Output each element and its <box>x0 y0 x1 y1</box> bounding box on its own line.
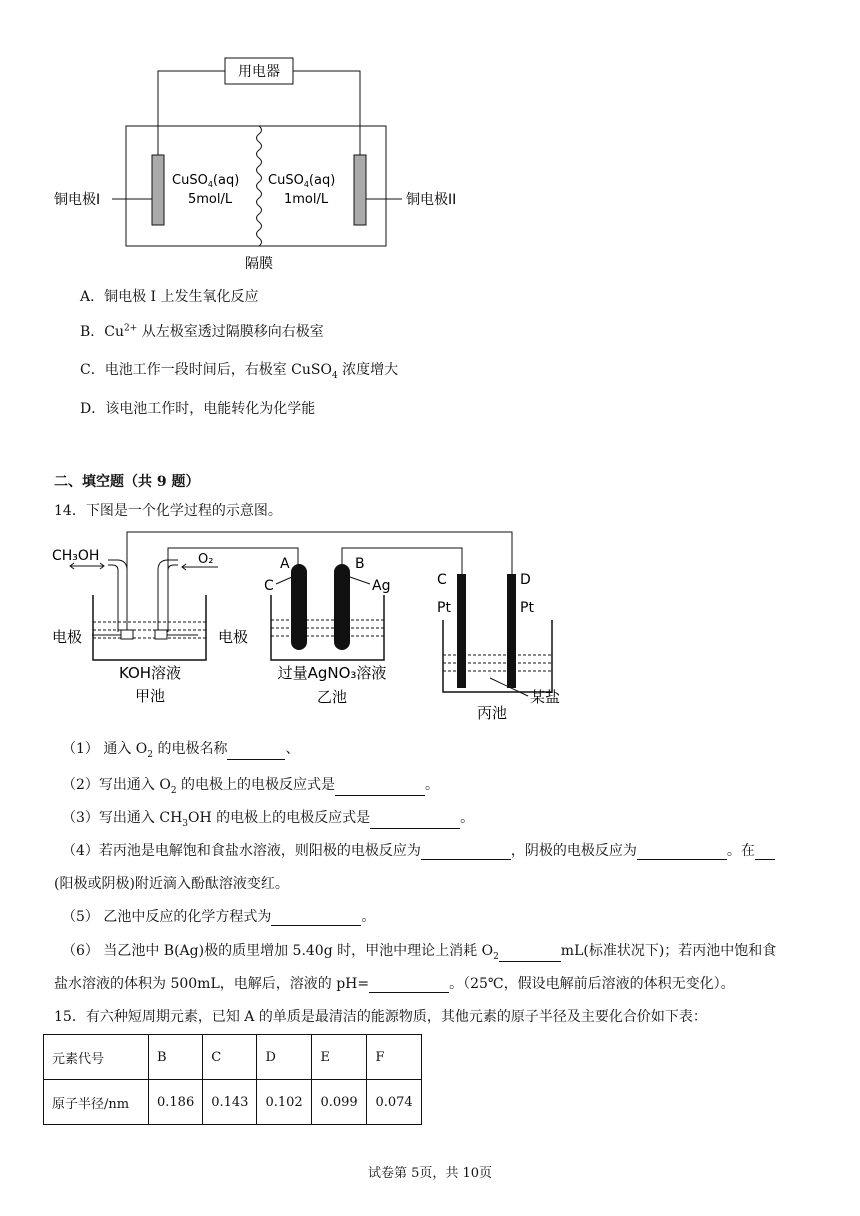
svg-text:丙池: 丙池 <box>476 704 508 722</box>
option-d: D．该电池工作时，电能转化为化学能 <box>80 401 316 417</box>
q14-part5: （5） 乙池中反应的化学方程式为 。 <box>62 909 376 925</box>
table-cell: 0.074 <box>367 1080 421 1125</box>
svg-text:O₂: O₂ <box>198 552 214 567</box>
appliance-label: 用电器 <box>238 64 280 80</box>
svg-text:C: C <box>437 572 447 588</box>
concentration-cell-diagram <box>0 0 860 280</box>
svg-text:电极: 电极 <box>218 628 249 646</box>
svg-text:Ag: Ag <box>372 578 391 594</box>
q14-part4-cont: (阳极或阴极)附近滴入酚酞溶液变红。 <box>54 876 289 892</box>
table-cell: B <box>149 1035 203 1080</box>
option-a: A．铜电极 I 上发生氧化反应 <box>80 289 259 305</box>
svg-text:甲池: 甲池 <box>134 687 166 705</box>
table-cell: C <box>203 1035 257 1080</box>
q14-part3: （3）写出通入 $CH_3OH$ 的电极上的电极反应式是 。 <box>62 810 475 829</box>
page-footer: 试卷第 5页，共 10页 <box>367 1166 493 1181</box>
svg-text:乙池: 乙池 <box>316 688 348 706</box>
svg-text:CuSO4(aq): CuSO$_4$(aq) <box>268 173 336 189</box>
q14-part6: （6） 当乙池中 B(Ag)极的质里增加 5.40g 时，甲池中理论上消耗 $O_2$ mL(标准状况下)；若丙池中饱和食 <box>62 943 777 962</box>
table-row <box>44 1080 422 1125</box>
option-c: C．电池工作一段时间后，右极室 CuSO$_4$ 浓度增大 <box>80 362 399 381</box>
svg-text:A: A <box>280 556 290 572</box>
svg-text:某盐: 某盐 <box>530 688 561 706</box>
copper-electrode-right <box>354 155 366 225</box>
svg-text:过量AgNO₃溶液: 过量AgNO₃溶液 <box>277 664 387 682</box>
table-cell: 0.143 <box>203 1080 257 1125</box>
svg-text:B: B <box>355 556 365 572</box>
q14-part1: （1） 通入 $O_2$ 的电极名称 、 <box>62 741 300 760</box>
svg-text:1mol/L: 1mol/L <box>283 192 329 207</box>
table-row <box>44 1035 422 1080</box>
membrane-label: 隔膜 <box>245 256 273 272</box>
svg-text:电极: 电极 <box>52 628 83 646</box>
membrane <box>257 126 262 246</box>
table-cell: 0.099 <box>312 1080 367 1125</box>
table-cell: D <box>257 1035 312 1080</box>
copper-electrode-left <box>152 155 164 225</box>
option-b: B．$Cu^{2+}$ 从左极室透过隔膜移向右极室 <box>80 323 324 340</box>
q14-part2: （2）写出通入 $O_2$ 的电极上的电极反应式是 。 <box>62 777 440 796</box>
svg-text:CH₃OH: CH₃OH <box>52 548 100 564</box>
svg-text:D: D <box>520 572 531 588</box>
svg-text:5mol/L: 5mol/L <box>187 192 233 207</box>
svg-text:KOH溶液: KOH溶液 <box>118 664 182 682</box>
electrode-I-label: 铜电极I <box>54 192 101 208</box>
svg-text:Pt: Pt <box>520 600 534 616</box>
table-cell: 0.102 <box>257 1080 312 1125</box>
section-heading: 二、填空题（共 9 题） <box>54 474 200 490</box>
q14-part4: （4）若丙池是电解饱和食盐水溶液，则阳极的电极反应为 ，阴极的电极反应为 。在 <box>62 840 775 860</box>
table-cell: 元素代号 <box>44 1035 149 1080</box>
svg-text:CuSO4(aq): CuSO$_4$(aq) <box>172 173 240 189</box>
table-cell: E <box>312 1035 367 1080</box>
q15-stem: 15．有六种短周期元素，已知 A 的单质是最清洁的能源物质，其他元素的原子半径及主要化合价如下表： <box>54 1009 707 1025</box>
table-cell: F <box>367 1035 421 1080</box>
svg-text:Pt: Pt <box>437 600 451 616</box>
svg-text:C: C <box>264 578 274 594</box>
element-table <box>43 1034 422 1125</box>
q14-part6-cont: 盐水溶液的体积为 500mL，电解后，溶液的 pH= 。（25℃，假设电解前后溶液的体积无变化）。 <box>54 976 735 992</box>
electrochemistry-diagram <box>0 520 860 725</box>
table-cell: 原子半径/nm <box>44 1080 149 1125</box>
electrode-II-label: 铜电极II <box>406 192 457 208</box>
table-cell: 0.186 <box>149 1080 203 1125</box>
q14-stem: 14．下图是一个化学过程的示意图。 <box>54 503 282 519</box>
